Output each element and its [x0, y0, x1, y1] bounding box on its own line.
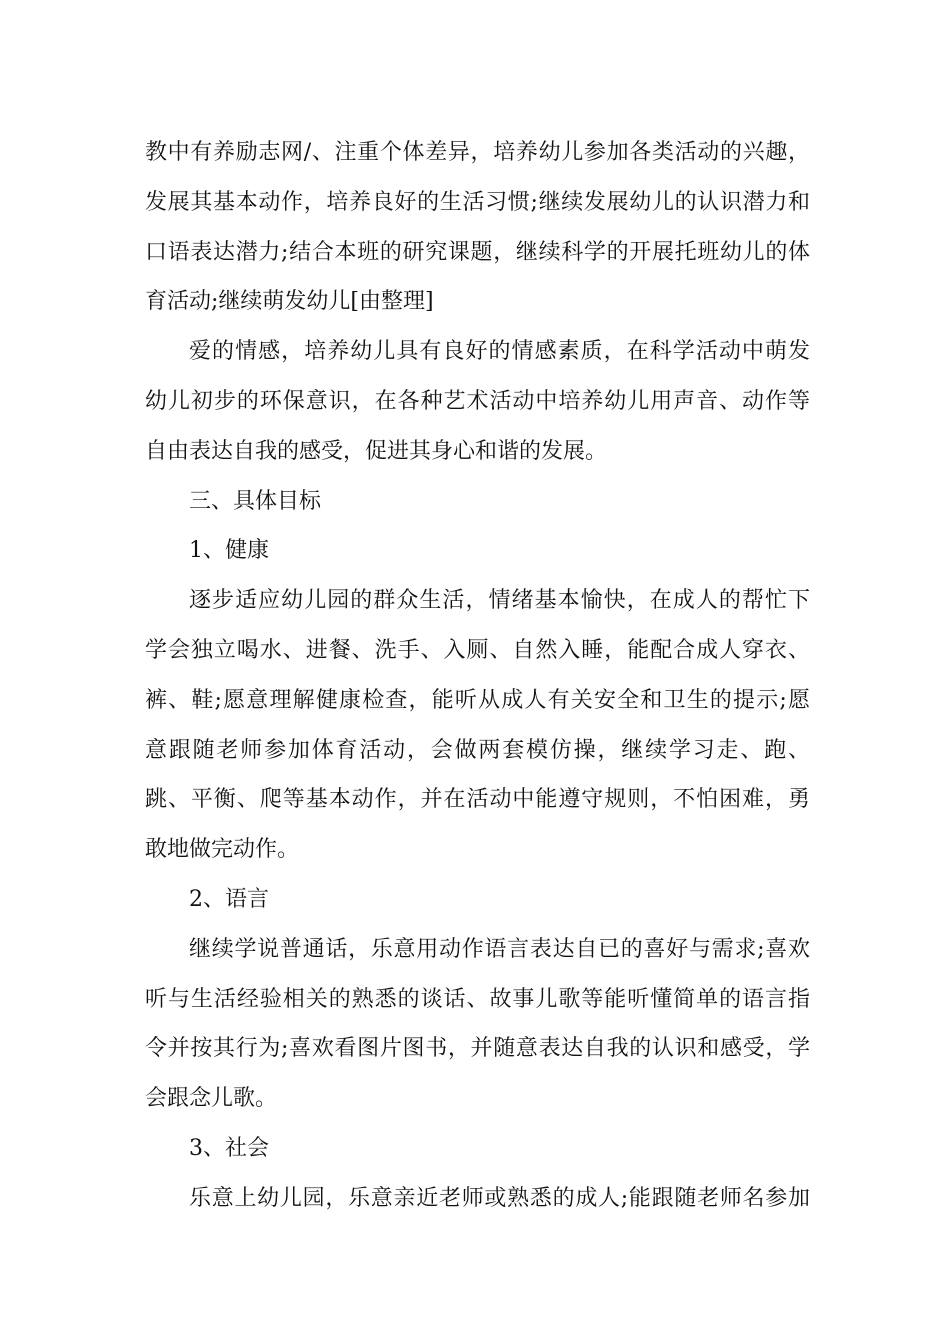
- document-body: [145, 128, 810, 1224]
- paragraph-line: 跳、平衡、爬等基本动作，并在活动中能遵守规则，不怕困难，勇: [145, 787, 810, 813]
- paragraph-line: 育活动;继续萌发幼儿[由整理]: [145, 289, 434, 315]
- paragraph-line: 幼儿初步的环保意识，在各种艺术活动中培养幼儿用声音、动作等: [145, 388, 810, 414]
- paragraph-line: 继续学说普通话，乐意用动作语言表达自已的喜好与需求;喜欢: [189, 936, 810, 962]
- subsection-heading: 1、健康: [189, 538, 269, 564]
- subsection-heading: 3、社会: [189, 1135, 269, 1161]
- paragraph-line: 意跟随老师参加体育活动，会做两套模仿操，继续学习走、跑、: [145, 737, 810, 763]
- paragraph-line: 逐步适应幼儿园的群众生活，情绪基本愉快，在成人的帮忙下: [189, 588, 810, 614]
- paragraph-line: 发展其基本动作，培养良好的生活习惯;继续发展幼儿的认识潜力和: [145, 189, 810, 215]
- paragraph-line: 敢地做完动作。: [145, 837, 300, 863]
- section-heading: 三、具体目标: [189, 488, 322, 514]
- paragraph-line: 爱的情感，培养幼儿具有良好的情感素质，在科学活动中萌发: [189, 339, 810, 365]
- paragraph-line: 乐意上幼儿园，乐意亲近老师或熟悉的成人;能跟随老师名参加: [189, 1185, 810, 1211]
- paragraph-line: 裤、鞋;愿意理解健康检查，能听从成人有关安全和卫生的提示;愿: [145, 687, 810, 713]
- paragraph-line: 口语表达潜力;结合本班的研究课题，继续科学的开展托班幼儿的体: [145, 239, 810, 265]
- paragraph-line: 学会独立喝水、进餐、洗手、入厕、自然入睡，能配合成人穿衣、: [145, 637, 810, 663]
- paragraph-line: 会跟念儿歌。: [145, 1086, 278, 1112]
- paragraph-line: 令并按其行为;喜欢看图片图书，并随意表达自我的认识和感受，学: [145, 1036, 810, 1062]
- paragraph-line: 听与生活经验相关的熟悉的谈话、故事儿歌等能听懂简单的语言指: [145, 986, 810, 1012]
- subsection-heading: 2、语言: [189, 886, 269, 912]
- paragraph-line: 自由表达自我的感受，促进其身心和谐的发展。: [145, 438, 608, 464]
- paragraph-line: 教中有养励志网/、注重个体差异，培养幼儿参加各类活动的兴趣，: [145, 140, 810, 165]
